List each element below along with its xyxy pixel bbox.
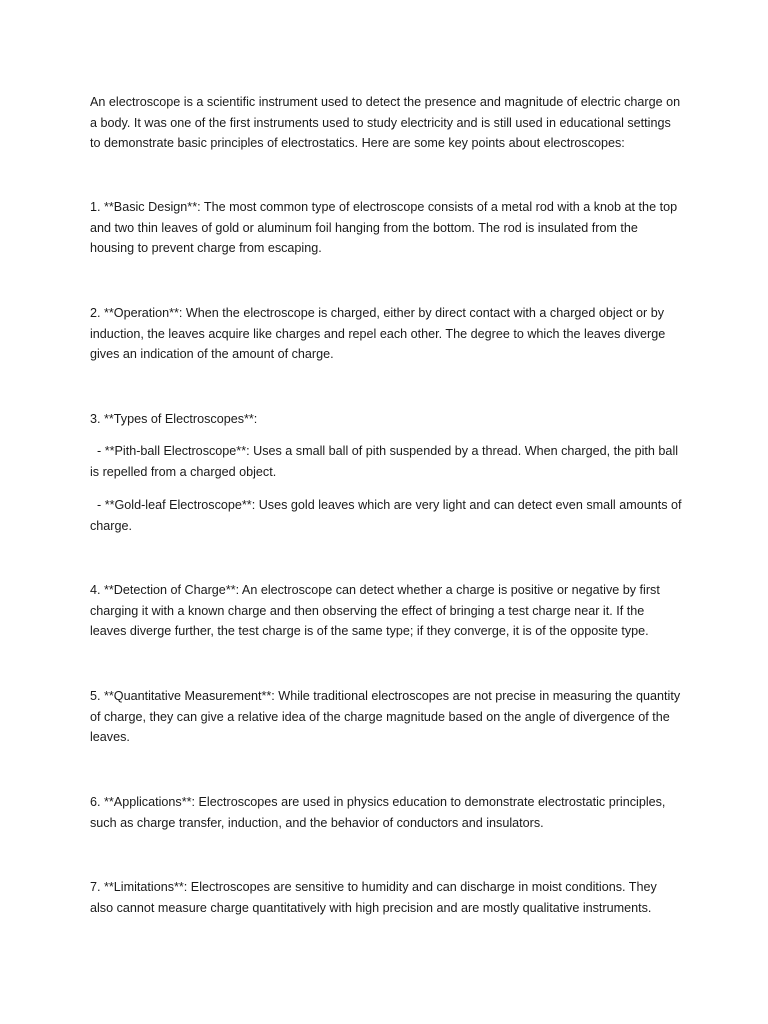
point-basic-design: 1. **Basic Design**: The most common type of electroscope consists of a metal rod with a knob at the top and two thin leaves of gold or aluminum foil hanging from the bottom. The rod is insulated from the housing to prevent charge from escaping. xyxy=(90,200,678,255)
point-types-heading: 3. **Types of Electroscopes**: xyxy=(90,412,258,426)
point-quantitative-measurement: 5. **Quantitative Measurement**: While traditional electroscopes are not precise in measuring the quantity of charge, they can give a relative idea of the charge magnitude based on the angle of divergence of the leaves. xyxy=(90,689,681,744)
point-detection-of-charge: 4. **Detection of Charge**: An electroscope can detect whether a charge is positive or negative by first charging it with a known charge and then observing the effect of bringing a test charge near it. If the leaves diverge further, the test charge is of the same type; if they converge, it is of the opposite type. xyxy=(90,583,660,638)
point-limitations: 7. **Limitations**: Electroscopes are sensitive to humidity and can discharge in moist conditions. They also cannot measure charge quantitatively with high precision and are mostly qualitative instruments. xyxy=(90,880,657,915)
subpoint-gold-leaf: - **Gold-leaf Electroscope**: Uses gold leaves which are very light and can detect even small amounts of charge. xyxy=(90,498,682,533)
intro-paragraph: An electroscope is a scientific instrument used to detect the presence and magnitude of electric charge on a body. It was one of the first instruments used to study electricity and is still used in educational settings to demonstrate basic principles of electrostatics. Here are some key points about electroscopes: xyxy=(90,95,681,150)
point-applications: 6. **Applications**: Electroscopes are used in physics education to demonstrate electrostatic principles, such as charge transfer, induction, and the behavior of conductors and insulators. xyxy=(90,795,666,830)
point-operation: 2. **Operation**: When the electroscope is charged, either by direct contact with a charged object or by induction, the leaves acquire like charges and repel each other. The degree to which the leaves diverge gives an indication of the amount of charge. xyxy=(90,306,666,361)
subpoint-pith-ball: - **Pith-ball Electroscope**: Uses a small ball of pith suspended by a thread. When charged, the pith ball is repelled from a charged object. xyxy=(90,444,679,479)
